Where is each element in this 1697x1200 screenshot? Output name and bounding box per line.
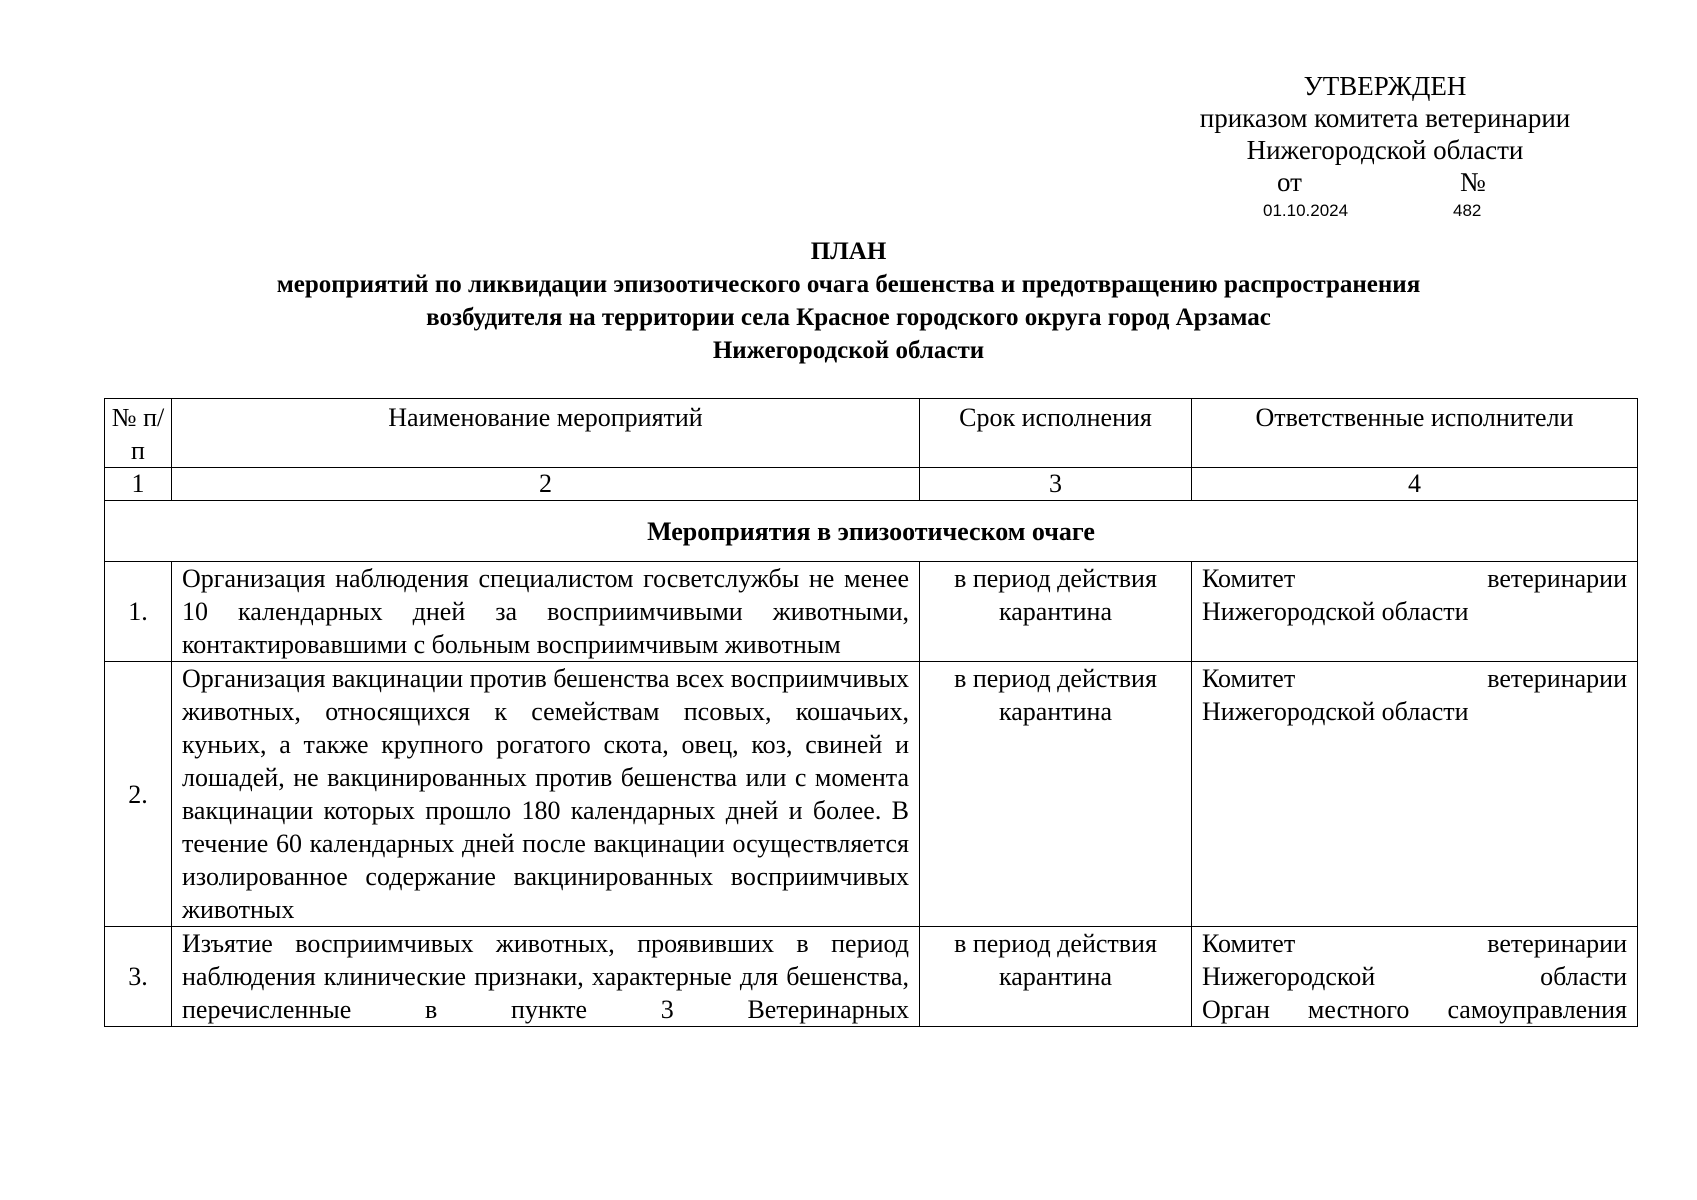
plan-table bbox=[104, 398, 1638, 1027]
responsible-line: Комитет ветеринарии bbox=[1202, 664, 1627, 693]
row-responsible bbox=[1192, 662, 1638, 927]
responsible-line: Комитет ветеринарии bbox=[1202, 929, 1627, 958]
approval-line-2: Нижегородской области bbox=[1246, 135, 1524, 165]
header-name: Наименование мероприятий bbox=[172, 399, 920, 468]
approval-block bbox=[1155, 70, 1615, 224]
approval-date-number-labels bbox=[1155, 166, 1615, 198]
table-header-row bbox=[105, 399, 1638, 468]
responsible-line: Орган местного самоуправления bbox=[1202, 995, 1627, 1024]
row-term: в период действия карантина bbox=[920, 662, 1192, 927]
row-term: в период действия карантина bbox=[920, 927, 1192, 1027]
order-date: 01.10.2024 bbox=[1263, 201, 1349, 220]
plan-subtitle-line-3: Нижегородской области bbox=[712, 337, 985, 364]
header-term: Срок исполнения bbox=[920, 399, 1192, 468]
number-label: № bbox=[1460, 167, 1486, 197]
responsible-line: Нижегородской области bbox=[1202, 962, 1627, 991]
responsible-line: Нижегородской области bbox=[1202, 697, 1469, 726]
section-row bbox=[105, 501, 1638, 562]
approval-date-number-values bbox=[1155, 198, 1615, 224]
approval-status: УТВЕРЖДЕН bbox=[1303, 71, 1467, 101]
responsible-line: Нижегородской области bbox=[1202, 597, 1469, 626]
column-index: 2 bbox=[172, 468, 920, 501]
column-index: 1 bbox=[105, 468, 172, 501]
row-number: 3. bbox=[105, 927, 172, 1027]
row-responsible bbox=[1192, 927, 1638, 1027]
header-responsible: Ответственные исполнители bbox=[1192, 399, 1638, 468]
row-number: 2. bbox=[105, 662, 172, 927]
header-num: № п/п bbox=[105, 399, 172, 468]
column-index: 3 bbox=[920, 468, 1192, 501]
from-label: от bbox=[1277, 167, 1302, 197]
column-index-row bbox=[105, 468, 1638, 501]
row-responsible bbox=[1192, 562, 1638, 662]
approval-line-1: приказом комитета ветеринарии bbox=[1199, 103, 1571, 133]
row-description: Изъятие восприимчивых животных, проявивших в период наблюдения клинические признаки, характерные для бешенства, перечисленные в пункте 3 Ветеринарных bbox=[172, 927, 920, 1027]
order-number: 482 bbox=[1453, 201, 1482, 220]
table-row bbox=[105, 927, 1638, 1027]
table-row bbox=[105, 562, 1638, 662]
row-term: в период действия карантина bbox=[920, 562, 1192, 662]
row-description: Организация вакцинации против бешенства всех восприимчивых животных, относящихся к семействам псовых, кошачьих, куньих, а также крупного рогатого скота, овец, коз, свиней и лошадей, не вакцинированных против бешенства или с момента вакцинации которых прошло 180 календарных дней и более. В течение 60 календарных дней после вакцинации осуществляется изолированное содержание вакцинированных восприимчивых животных bbox=[172, 662, 920, 927]
row-description: Организация наблюдения специалистом госветслужбы не менее 10 календарных дней за восприимчивыми животными, контактировавшими с больным восприимчивым животным bbox=[172, 562, 920, 662]
plan-heading: ПЛАН bbox=[810, 238, 887, 265]
plan-subtitle-line-1: мероприятий по ликвидации эпизоотического очага бешенства и предотвращению распространения bbox=[276, 271, 1421, 298]
section-title: Мероприятия в эпизоотическом очаге bbox=[105, 501, 1638, 562]
row-number: 1. bbox=[105, 562, 172, 662]
table-row bbox=[105, 662, 1638, 927]
column-index: 4 bbox=[1192, 468, 1638, 501]
plan-subtitle-line-2: возбудителя на территории села Красное городского округа город Арзамас bbox=[426, 304, 1271, 331]
responsible-line: Комитет ветеринарии bbox=[1202, 564, 1627, 593]
plan-title bbox=[0, 235, 1697, 367]
